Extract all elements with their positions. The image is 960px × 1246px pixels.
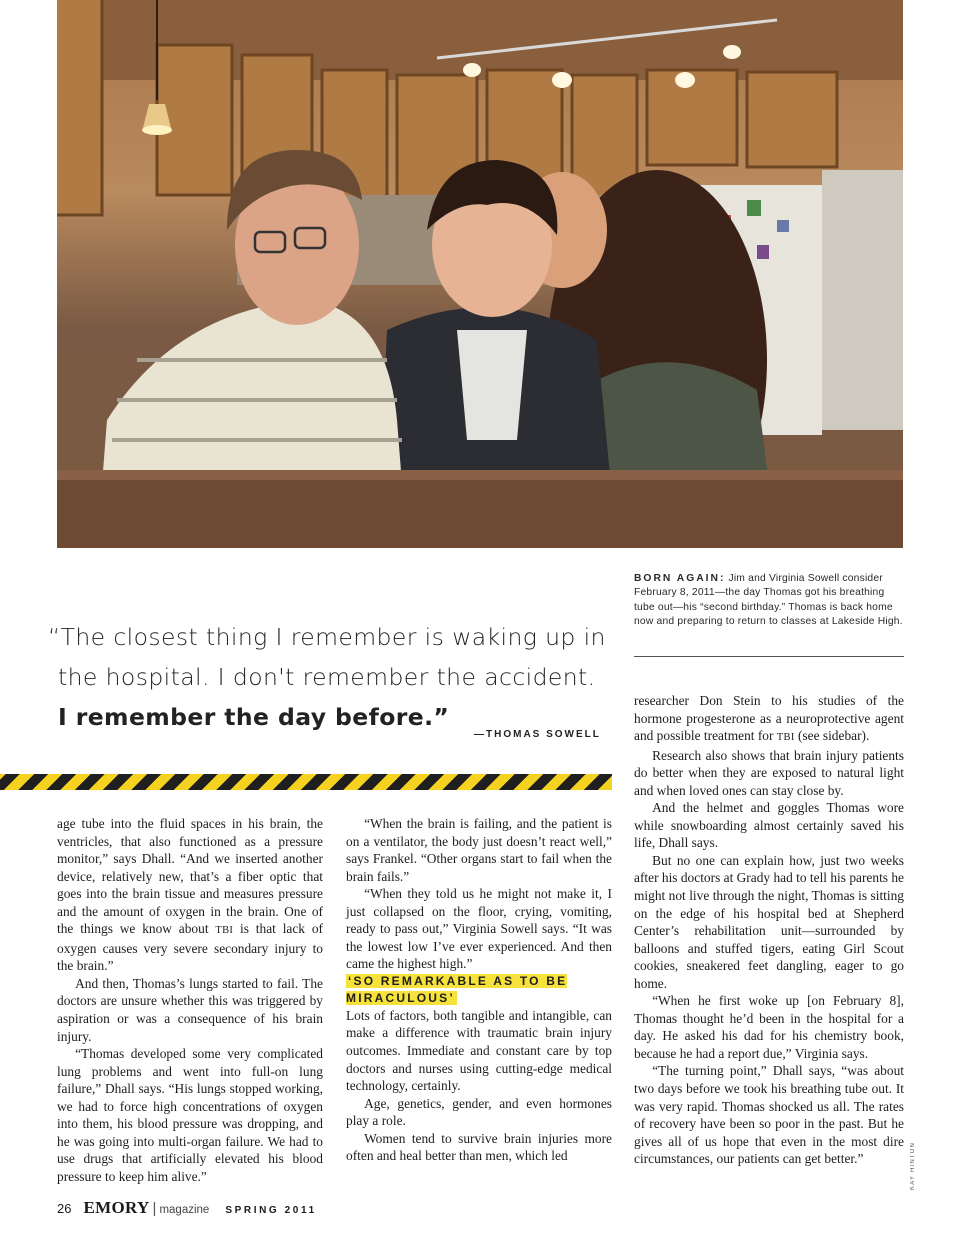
paragraph: Lots of factors, both tangible and intangible, can make a difference with traumatic brain injury outcomes. Immediate and constant care by top doctors and nurses using cutting-edge medical technology, certainly. xyxy=(346,1007,612,1094)
magazine-brand: EMORY xyxy=(83,1198,150,1217)
abbreviation-tbi: TBI xyxy=(215,925,234,937)
paragraph: Women tend to survive brain injuries more often and heal better than men, which led xyxy=(346,1130,612,1164)
paragraph: And the helmet and goggles Thomas wore while snowboarding almost certainly saved his life, Dhall says. xyxy=(634,800,904,851)
paragraph: Age, genetics, gender, and even hormones play a role. xyxy=(346,1095,612,1129)
pull-quote-line-3: I remember the day before.” xyxy=(58,703,450,731)
photo-credit: KAY HINTON xyxy=(910,1141,916,1190)
photo-caption xyxy=(634,572,904,630)
magazine-label: magazine xyxy=(159,1204,210,1216)
caption-divider xyxy=(634,656,904,657)
paragraph: “Thomas developed some very complicated lung problems and went into full-on lung failure,” Dhall says. “His lungs stopped working, we had to force high concentrations of oxygen into them, his blood pressure was dropping, and he was going into multi-organ failure. We had to use drugs that artificially elevated his blood pressure to keep him alive.” xyxy=(57,1046,323,1184)
paragraph: “When the brain is failing, and the patient is on a ventilator, the body just doesn’t react well,” says Frankel. “Other organs start to fail when the brain fails.” xyxy=(346,816,612,884)
paragraph: And then, Thomas’s lungs started to fail. The doctors are unsure whether this was triggered by aspiration or was a consequence of his brain injury. xyxy=(57,975,323,1044)
pull-quote xyxy=(48,617,608,737)
paragraph: Research also shows that brain injury patients do better when they are exposed to natural light and when loved ones can stay close by. xyxy=(634,747,904,798)
pull-quote-line-2: the hospital. I don't remember the accident. xyxy=(58,663,596,691)
page-number: 26 xyxy=(57,1201,72,1216)
feature-photo xyxy=(57,0,903,548)
paragraph: “The turning point,” Dhall says, “was about two days before we took his breathing tube out. It was very rapid. Thomas shocked us all. The rates of recovery have been so poor in the past. But he gives all of us hope that even in the most dire circumstances, our patients can get better.” xyxy=(634,1063,904,1167)
caption-text: Jim and Virginia Sowell consider February 8, 2011—the day Thomas got his breathing tube out—his “second birthday.” Thomas is back home now and preparing to return to classes at Lakeside High. xyxy=(634,573,903,628)
pull-quote-line-1: “The closest thing I remember is waking up in xyxy=(48,623,606,651)
section-subhead xyxy=(346,973,612,1007)
article-column-3 xyxy=(634,692,904,1168)
paragraph xyxy=(634,692,904,747)
family-kitchen-illustration xyxy=(57,0,903,548)
paragraph xyxy=(57,815,323,975)
paragraph: But no one can explain how, just two weeks after his doctors at Grady had to tell his parents he might not live through the night, Thomas is sitting on the edge of his hospital bed at Shepherd Center’s rehabilitation unit—surrounded by balloons and stuffed tigers, eating Girl Scout cookies, sneakered feet dangling, eager to go home. xyxy=(634,852,904,991)
paragraph-text: researcher Don Stein to his studies of the hormone progesterone as a neuroprotective agent and possible treatment for xyxy=(634,693,904,744)
caption-lead: BORN AGAIN: xyxy=(634,573,726,584)
abbreviation-tbi: TBI xyxy=(776,732,795,744)
article-column-1 xyxy=(57,815,323,1185)
page-footer xyxy=(57,1198,317,1220)
hazard-stripe-divider xyxy=(0,774,612,790)
article-column-2 xyxy=(346,815,612,1165)
issue-date: SPRING 2011 xyxy=(225,1205,317,1216)
paragraph-text: (see sidebar). xyxy=(794,728,870,744)
paragraph: “When they told us he might not make it, I just collapsed on the floor, crying, vomiting, ready to pass out,” Virginia Sowell says. “It was the lowest low I’ve ever experienced. And then came the highest high.” xyxy=(346,886,612,972)
brand-separator: | xyxy=(152,1200,157,1217)
subhead-highlight: ‘SO REMARKABLE AS TO BE MIRACULOUS’ xyxy=(346,973,568,1005)
paragraph-text: age tube into the fluid spaces in his brain, the ventricles, that also functioned as a pressure monitor,” says Dhall. “And we inserted another device, relatively new, that’s a fiber optic that goes into the brain tissue and measures pressure and the amount of oxygen in the brain. One of the things we know about xyxy=(57,816,323,937)
paragraph: “When he first woke up [on February 8], Thomas thought he’d been in the hospital for a day. He asked his dad for his chemistry book, because he had a report due,” Virginia says. xyxy=(634,993,904,1061)
pull-quote-attribution: —THOMAS SOWELL xyxy=(474,729,601,740)
paragraph-text: is that lack of oxygen causes very severe secondary injury to the brain.” xyxy=(57,921,323,974)
